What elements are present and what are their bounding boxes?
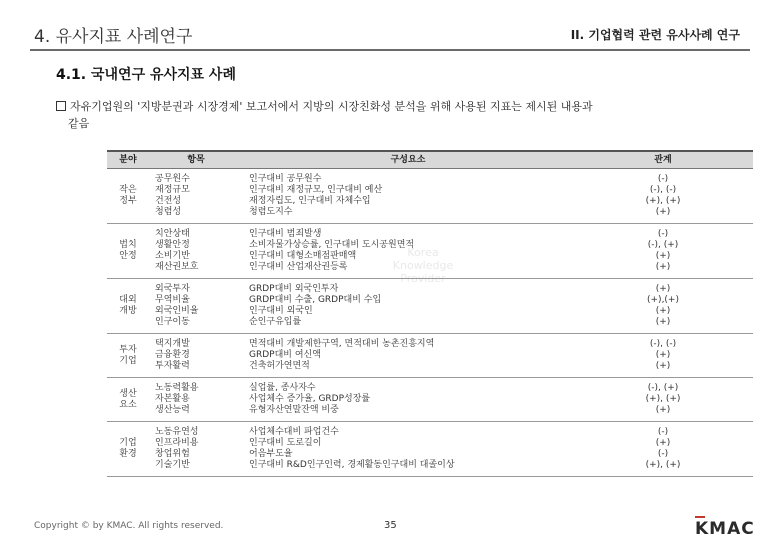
checkbox-bullet-icon (56, 101, 66, 111)
cell-components-line: 인구대비 산업재산권등록 (249, 262, 348, 272)
section-title: 4. 유사지표 사례연구 (34, 27, 193, 47)
cell-components (243, 378, 573, 422)
cell-items-line: 재산권보호 (155, 262, 199, 272)
cell-items (149, 334, 243, 378)
cell-components-line: 인구대비 공무원수 (249, 174, 322, 184)
cell-relation-line: (+) (655, 284, 671, 294)
cell-items-line: 치안상태 (155, 229, 190, 239)
cell-items-line: 투자활력 (155, 361, 190, 371)
cell-relation-line: (+), (+) (645, 460, 681, 470)
cell-components-line: GRDP대비 여신액 (249, 350, 321, 360)
cell-components (243, 224, 573, 279)
cell-components (243, 169, 573, 224)
cell-relation-line: (-) (657, 449, 669, 459)
cell-components-line: 재정자립도, 인구대비 자체수입 (249, 196, 371, 206)
cell-items-line: 건전성 (155, 196, 182, 206)
cell-relation-line: (+) (655, 306, 671, 316)
cell-items-line: 노동유연성 (155, 427, 199, 437)
cell-category-line: 생산 (119, 388, 137, 399)
cell-items (149, 169, 243, 224)
cell-items-line: 인구이동 (155, 317, 190, 327)
watermark-line: Knowledge (392, 259, 454, 272)
cell-relation-line: (+) (655, 361, 671, 371)
cell-category (107, 422, 149, 477)
cell-items-line: 창업위험 (155, 449, 190, 459)
cell-components-line: 순인구유입률 (249, 317, 302, 327)
cell-items-line: 노동력활용 (155, 383, 199, 393)
cell-relation-line: (+) (655, 405, 671, 415)
cell-components-line: 인구대비 재정규모, 인구대비 예산 (249, 185, 383, 195)
header-items: 항목 (149, 151, 243, 169)
cell-components-line: 실업률, 종사자수 (249, 383, 316, 393)
cell-components-line: GRDP대비 외국인투자 (249, 284, 339, 294)
cell-items-line: 생활안정 (155, 240, 190, 250)
cell-items-line: 자본활용 (155, 394, 190, 404)
cell-items (149, 279, 243, 334)
cell-components-line: 인구대비 R&D인구인력, 경제활동인구대비 대졸이상 (249, 460, 455, 470)
cell-components-line: 인구대비 외국인 (249, 306, 313, 316)
cell-category (107, 378, 149, 422)
table-row (107, 224, 753, 279)
cell-components-line: 건축허가연면적 (249, 361, 310, 371)
cell-components-line: 어음부도율 (249, 449, 293, 459)
cell-category-line: 안정 (119, 251, 137, 261)
chapter-title: II. 기업협력 관련 유사사례 연구 (570, 28, 740, 42)
cell-items-line: 외국인비율 (155, 306, 199, 316)
cell-category-line: 작은 (119, 185, 137, 195)
cell-items-line: 소비기반 (155, 251, 190, 261)
cell-relation-line: (+) (655, 207, 671, 217)
watermark-line: Korea (407, 246, 439, 259)
cell-items-line: 생산능력 (155, 405, 190, 415)
cell-items (149, 224, 243, 279)
indicator-table (107, 150, 753, 477)
cell-relation (573, 378, 753, 422)
cell-relation-line: (-), (-) (649, 185, 677, 195)
cell-items-line: 공무원수 (155, 174, 190, 184)
cell-relation-line: (-), (-) (649, 339, 677, 349)
cell-components-line: GRDP대비 수출, GRDP대비 수입 (249, 295, 382, 305)
cell-category-line: 환경 (119, 449, 137, 459)
cell-components-line: 소비자물가상승률, 인구대비 도시공원면적 (249, 240, 415, 250)
cell-category-line: 기업 (119, 438, 137, 448)
page-number: 35 (384, 520, 397, 531)
intro-paragraph (56, 98, 762, 132)
kmac-logo: KMAC (695, 519, 755, 539)
cell-relation-line: (-) (657, 229, 669, 239)
cell-components-line: 유형자산연말잔액 비중 (249, 405, 339, 415)
cell-items (149, 422, 243, 477)
cell-relation-line: (+) (655, 317, 671, 327)
intro-line-1: 자유기업원의 '지방분권과 시장경제' 보고서에서 지방의 시장친화성 분석을 위해 사용된 지표는 제시된 내용과 (70, 100, 593, 113)
header-relation: 관계 (573, 151, 753, 169)
table-body (107, 169, 753, 477)
table-row (107, 334, 753, 378)
cell-relation-line: (+) (655, 350, 671, 360)
cell-category-line: 정부 (119, 196, 137, 206)
cell-items-line: 무역비율 (155, 295, 190, 305)
cell-relation (573, 334, 753, 378)
cell-relation-line: (-) (657, 174, 669, 184)
cell-components-line: 사업체수대비 파업건수 (249, 427, 339, 437)
cell-relation-line: (-), (+) (647, 383, 679, 393)
cell-items-line: 재정규모 (155, 185, 190, 195)
cell-relation (573, 224, 753, 279)
cell-components (243, 422, 573, 477)
cell-items (149, 378, 243, 422)
logo-accent (695, 516, 705, 518)
cell-category-line: 개방 (119, 306, 137, 316)
table-row (107, 378, 753, 422)
cell-components (243, 279, 573, 334)
cell-items-line: 택지개발 (155, 339, 190, 349)
cell-relation-line: (+), (+) (645, 394, 681, 404)
cell-items-line: 외국투자 (155, 284, 190, 294)
cell-category-line: 기업 (119, 355, 137, 366)
cell-relation (573, 279, 753, 334)
page-header (0, 0, 780, 58)
cell-category (107, 224, 149, 279)
cell-category (107, 334, 149, 378)
cell-components-line: 인구대비 범죄발생 (249, 229, 322, 239)
cell-relation-line: (+), (+) (645, 196, 681, 206)
table-header-row (107, 151, 753, 169)
cell-relation (573, 169, 753, 224)
cell-items-line: 인프라비용 (155, 438, 199, 448)
intro-line-2: 같음 (68, 117, 90, 130)
cell-components-line: 청렴도지수 (249, 207, 293, 217)
cell-components-line: 인구대비 도로길이 (249, 438, 322, 448)
header-divider (30, 49, 750, 51)
cell-relation-line: (+) (655, 438, 671, 448)
table-row (107, 279, 753, 334)
cell-relation-line: (+),(+) (647, 295, 679, 305)
cell-components-line: 면적대비 개발제한구역, 면적대비 농촌진흥지역 (249, 339, 435, 349)
cell-category-line: 투자 (119, 344, 137, 355)
cell-category-line: 요소 (119, 399, 137, 410)
cell-category (107, 279, 149, 334)
table-row (107, 422, 753, 477)
cell-components (243, 334, 573, 378)
cell-items-line: 금융환경 (155, 350, 190, 360)
header-category: 분야 (107, 151, 149, 169)
cell-category-line: 법치 (119, 240, 137, 250)
cell-relation-line: (-) (657, 427, 669, 437)
cell-items-line: 기술기반 (155, 460, 190, 470)
watermark-line: Provider (400, 272, 446, 285)
cell-relation-line: (+) (655, 251, 671, 261)
cell-category (107, 169, 149, 224)
cell-components-line: 인구대비 대형소매점판매액 (249, 251, 357, 261)
table-row (107, 169, 753, 224)
cell-items-line: 청렴성 (155, 207, 182, 217)
subsection-title: 4.1. 국내연구 유사지표 사례 (56, 67, 236, 83)
cell-relation-line: (+) (655, 262, 671, 272)
footer-copyright: Copyright © by KMAC. All rights reserved. (34, 521, 224, 531)
cell-relation-line: (-), (+) (647, 240, 679, 250)
cell-category-line: 대외 (119, 295, 137, 305)
cell-relation (573, 422, 753, 477)
cell-components-line: 사업체수 증가율, GRDP성장률 (249, 394, 371, 404)
header-components: 구성요소 (243, 151, 573, 169)
